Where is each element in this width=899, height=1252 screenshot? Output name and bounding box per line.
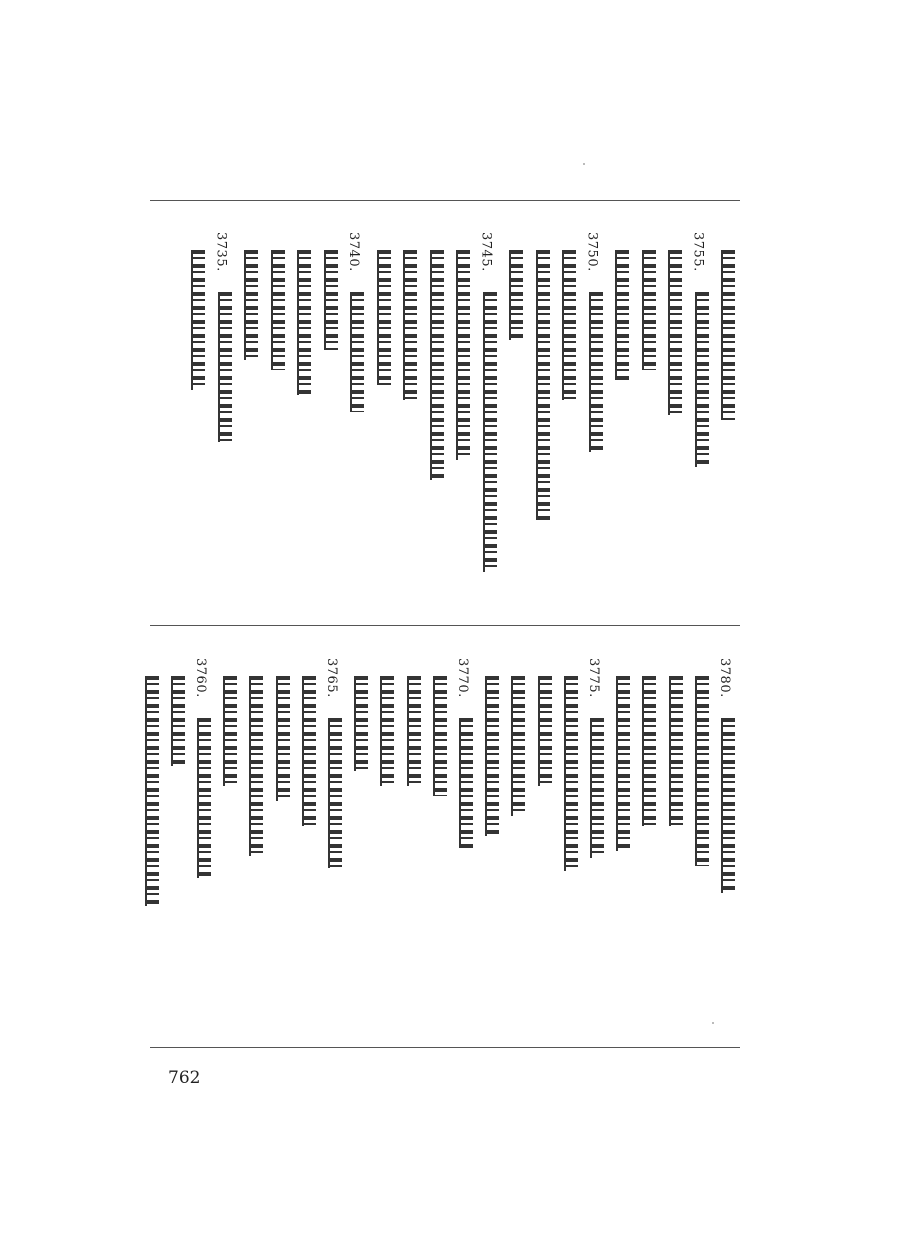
verse-column bbox=[242, 652, 268, 1032]
mongolian-script-line bbox=[324, 250, 338, 350]
mongolian-script-line bbox=[297, 250, 311, 395]
verse-column bbox=[452, 652, 478, 1032]
verse-column bbox=[216, 652, 242, 1032]
mongolian-script-line bbox=[695, 676, 709, 866]
verse-column bbox=[688, 226, 714, 606]
mongolian-script-line bbox=[536, 250, 550, 520]
mongolian-script-line bbox=[564, 676, 578, 871]
line-number: 3735. bbox=[213, 232, 229, 272]
verse-column bbox=[635, 652, 661, 1032]
verse-column bbox=[714, 226, 740, 606]
mongolian-script-line bbox=[456, 250, 470, 460]
verse-column bbox=[317, 226, 343, 606]
verse-column bbox=[608, 226, 634, 606]
mongolian-script-line bbox=[403, 250, 417, 400]
mongolian-script-line bbox=[589, 292, 603, 452]
mongolian-script-line bbox=[459, 718, 473, 848]
line-number: 3745. bbox=[478, 232, 494, 272]
mongolian-script-line bbox=[538, 676, 552, 786]
mongolian-script-line bbox=[223, 676, 237, 786]
mongolian-script-line bbox=[407, 676, 421, 786]
verse-column bbox=[476, 226, 502, 606]
verse-column bbox=[478, 652, 504, 1032]
line-number: 3740. bbox=[346, 232, 361, 272]
mongolian-script-line bbox=[145, 676, 159, 906]
mongolian-script-line bbox=[328, 718, 342, 868]
mongolian-script-line bbox=[171, 676, 185, 766]
mongolian-script-line bbox=[642, 676, 656, 826]
top-verse-block bbox=[150, 226, 740, 606]
page-number: 762 bbox=[168, 1068, 201, 1088]
verse-column bbox=[714, 652, 740, 1032]
verse-column bbox=[290, 226, 316, 606]
mongolian-script-line bbox=[669, 676, 683, 826]
verse-column bbox=[237, 226, 263, 606]
mongolian-script-line bbox=[511, 676, 525, 816]
verse-column bbox=[557, 652, 583, 1032]
verse-column bbox=[635, 226, 661, 606]
verse-column bbox=[504, 652, 530, 1032]
mongolian-script-line bbox=[616, 676, 630, 851]
verse-column bbox=[426, 652, 452, 1032]
mongolian-script-line bbox=[249, 676, 263, 856]
verse-column bbox=[343, 226, 369, 606]
mongolian-script-line bbox=[191, 250, 205, 390]
mongolian-script-line bbox=[276, 676, 290, 801]
mongolian-script-line bbox=[590, 718, 604, 858]
verse-column bbox=[582, 226, 608, 606]
mongolian-script-line bbox=[562, 250, 576, 400]
verse-column bbox=[609, 652, 635, 1032]
mongolian-script-line bbox=[721, 718, 735, 893]
verse-column bbox=[662, 652, 688, 1032]
verse-column bbox=[373, 652, 399, 1032]
verse-column bbox=[583, 652, 609, 1032]
mongolian-script-line bbox=[218, 292, 232, 442]
verse-column bbox=[138, 652, 164, 1032]
line-number: 3770. bbox=[455, 658, 470, 698]
bottom-divider-rule bbox=[150, 1047, 740, 1048]
mongolian-script-line bbox=[302, 676, 316, 826]
mongolian-script-line bbox=[642, 250, 656, 370]
bottom-verse-block bbox=[150, 652, 740, 1032]
mongolian-script-line bbox=[695, 292, 709, 467]
line-number: 3765. bbox=[324, 658, 339, 698]
mongolian-script-line bbox=[430, 250, 444, 480]
verse-column bbox=[449, 226, 475, 606]
top-divider-rule bbox=[150, 200, 740, 201]
paper-speck bbox=[583, 163, 585, 165]
line-number: 3750. bbox=[584, 232, 600, 272]
mongolian-script-line bbox=[433, 676, 447, 796]
verse-column bbox=[321, 652, 347, 1032]
verse-column bbox=[211, 226, 237, 606]
mongolian-script-line bbox=[380, 676, 394, 786]
line-number: 3755. bbox=[690, 232, 706, 272]
verse-column bbox=[295, 652, 321, 1032]
mongolian-script-line bbox=[509, 250, 523, 340]
mongolian-script-line bbox=[615, 250, 629, 380]
verse-column bbox=[688, 652, 714, 1032]
verse-column bbox=[400, 652, 426, 1032]
mongolian-script-line bbox=[668, 250, 682, 415]
verse-column bbox=[555, 226, 581, 606]
middle-divider-rule bbox=[150, 625, 740, 626]
mongolian-script-line bbox=[350, 292, 364, 412]
verse-column bbox=[184, 226, 210, 606]
verse-column bbox=[502, 226, 528, 606]
verse-column bbox=[529, 226, 555, 606]
line-number: 3760. bbox=[193, 658, 208, 698]
verse-column bbox=[347, 652, 373, 1032]
verse-column bbox=[531, 652, 557, 1032]
verse-column bbox=[396, 226, 422, 606]
verse-column bbox=[370, 226, 396, 606]
mongolian-script-line bbox=[197, 718, 211, 878]
verse-column bbox=[269, 652, 295, 1032]
verse-column bbox=[423, 226, 449, 606]
mongolian-script-line bbox=[354, 676, 368, 771]
verse-column bbox=[661, 226, 687, 606]
mongolian-script-line bbox=[377, 250, 391, 385]
mongolian-script-line bbox=[483, 292, 497, 572]
verse-column bbox=[190, 652, 216, 1032]
verse-column bbox=[264, 226, 290, 606]
verse-column bbox=[164, 652, 190, 1032]
line-number: 3775. bbox=[586, 658, 601, 698]
paper-speck bbox=[712, 1022, 714, 1024]
mongolian-script-line bbox=[721, 250, 735, 420]
mongolian-script-line bbox=[244, 250, 258, 360]
mongolian-script-line bbox=[485, 676, 499, 836]
line-number: 3780. bbox=[717, 658, 732, 698]
mongolian-script-line bbox=[271, 250, 285, 370]
